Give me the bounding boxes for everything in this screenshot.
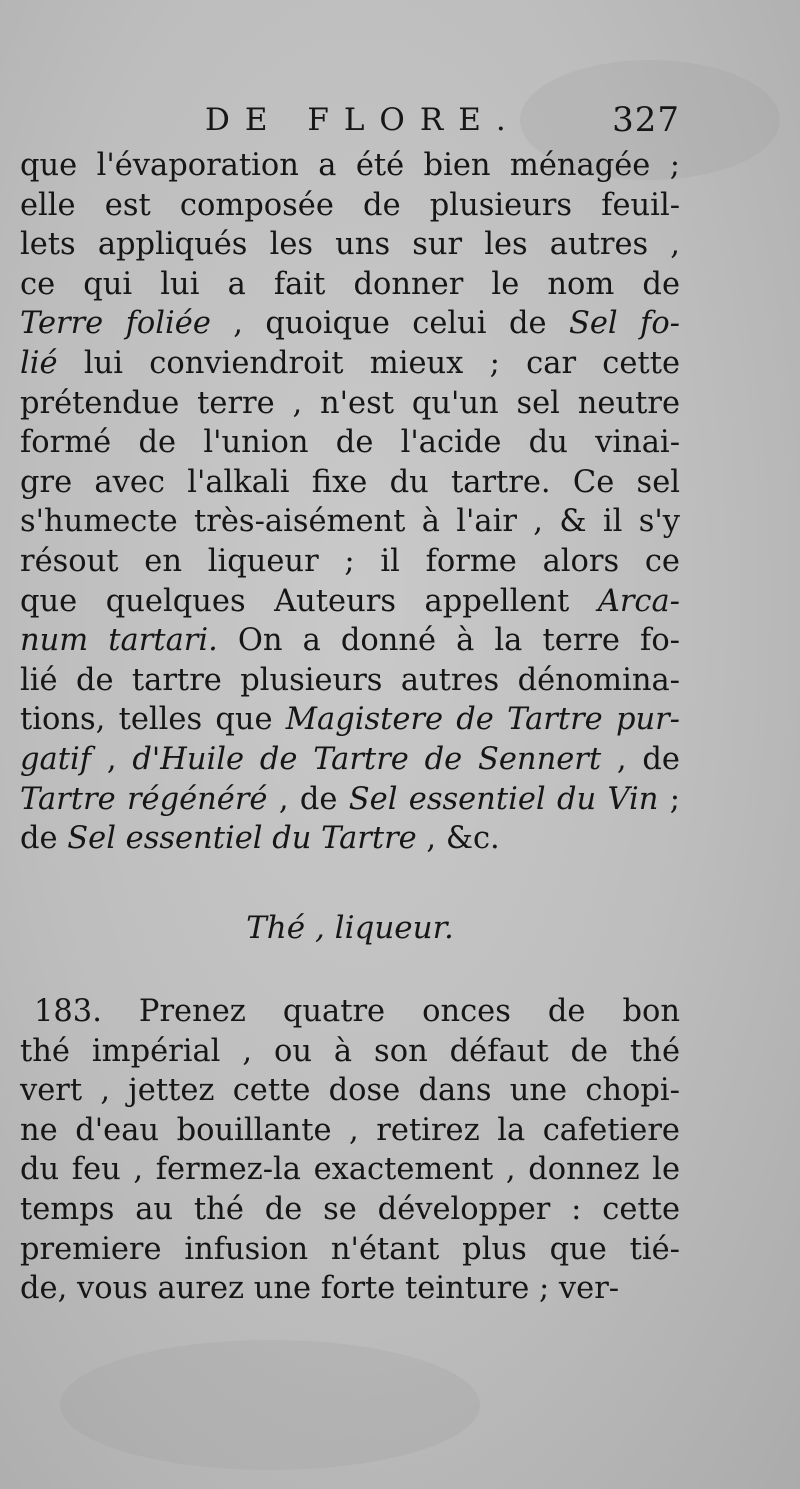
text-run: elle est composée de plusieurs feuil- bbox=[20, 187, 680, 223]
text-line bbox=[20, 992, 680, 1032]
text-line bbox=[20, 542, 680, 582]
text-line bbox=[20, 423, 680, 463]
text-run: tions, telles que bbox=[20, 702, 286, 738]
text-run: lets appliqués les uns sur les autres , bbox=[20, 227, 680, 263]
text-line bbox=[20, 1111, 680, 1151]
text-line bbox=[20, 700, 680, 740]
text-run: ; bbox=[658, 781, 680, 817]
text-run: , de bbox=[601, 741, 680, 777]
text-run: premiere infusion n'étant plus que tié- bbox=[20, 1231, 680, 1267]
text-run: , de bbox=[267, 781, 349, 817]
text-line bbox=[20, 384, 680, 424]
text-line bbox=[20, 225, 680, 265]
text-run: formé de l'union de l'acide du vinai- bbox=[20, 425, 680, 461]
text-line bbox=[20, 1071, 680, 1111]
page-number: 327 bbox=[612, 100, 680, 140]
running-title: DE FLORE. bbox=[205, 102, 521, 138]
text-run: temps au thé de se développer : cette bbox=[20, 1191, 680, 1227]
italic-text: num tartari. bbox=[20, 623, 218, 659]
text-line bbox=[20, 502, 680, 542]
text-run: gre avec l'alkali fixe du tartre. Ce sel bbox=[20, 464, 680, 500]
text-line bbox=[20, 265, 680, 305]
text-run: ne d'eau bouillante , retirez la cafetiere bbox=[20, 1112, 680, 1148]
text-run: lui conviendroit mieux ; car cette bbox=[57, 345, 680, 381]
italic-text: d'Huile de Tartre de Sennert bbox=[132, 741, 602, 777]
text-run: prétendue terre , n'est qu'un sel neutre bbox=[20, 385, 680, 421]
text-line bbox=[20, 344, 680, 384]
section-heading: Thé , liqueur. bbox=[246, 910, 454, 946]
text-run: de, vous aurez une forte teinture ; ver- bbox=[20, 1271, 620, 1307]
text-line bbox=[20, 1230, 680, 1270]
text-run: 183. Prenez quatre onces de bon bbox=[34, 994, 680, 1029]
italic-text: Terre foliée bbox=[20, 306, 211, 342]
text-line bbox=[20, 1190, 680, 1230]
body-paragraph bbox=[20, 992, 680, 1309]
italic-text: Sel fo- bbox=[568, 306, 680, 342]
text-run: lié de tartre plusieurs autres dénomina- bbox=[20, 662, 680, 698]
text-line bbox=[20, 582, 680, 622]
paper-stain bbox=[60, 1340, 480, 1470]
text-run: On a donné à la terre fo- bbox=[217, 623, 680, 659]
text-line bbox=[20, 740, 680, 780]
text-run: de bbox=[20, 821, 68, 857]
page-header bbox=[20, 100, 680, 152]
text-line bbox=[20, 1150, 680, 1190]
italic-text: Magistere de Tartre pur- bbox=[285, 702, 680, 738]
text-run: du feu , fermez-la exactement , donnez le bbox=[20, 1152, 680, 1188]
text-line bbox=[20, 621, 680, 661]
text-run: , bbox=[91, 741, 133, 777]
text-line bbox=[20, 463, 680, 503]
text-run: résout en liqueur ; il forme alors ce bbox=[20, 543, 680, 579]
text-line bbox=[20, 661, 680, 701]
text-run: vert , jettez cette dose dans une chopi- bbox=[20, 1073, 680, 1109]
text-line bbox=[20, 186, 680, 226]
italic-text: Sel essentiel du Tartre bbox=[67, 821, 417, 857]
text-run: , &c. bbox=[416, 821, 500, 857]
text-run: s'humecte très-aisément à l'air , & il s'y bbox=[20, 504, 680, 540]
text-run: ce qui lui a fait donner le nom de bbox=[20, 266, 680, 302]
italic-text: Tartre régénéré bbox=[20, 781, 268, 817]
text-line bbox=[20, 304, 680, 344]
text-line bbox=[20, 1269, 680, 1309]
italic-text: gatif bbox=[20, 741, 92, 777]
text-run: , quoique celui de bbox=[210, 306, 569, 342]
text-run: que l'évaporation a été bien ménagée ; bbox=[20, 148, 680, 183]
body-paragraph bbox=[20, 146, 680, 859]
text-line bbox=[20, 819, 680, 859]
text-line bbox=[20, 780, 680, 820]
text-run: thé impérial , ou à son défaut de thé bbox=[20, 1033, 680, 1069]
text-run: que quelques Auteurs appellent bbox=[20, 583, 598, 619]
text-line bbox=[20, 1032, 680, 1072]
italic-text: lié bbox=[20, 345, 58, 381]
italic-text: Arca- bbox=[597, 583, 680, 619]
italic-text: Sel essentiel du Vin bbox=[348, 781, 659, 817]
text-line bbox=[20, 146, 680, 186]
